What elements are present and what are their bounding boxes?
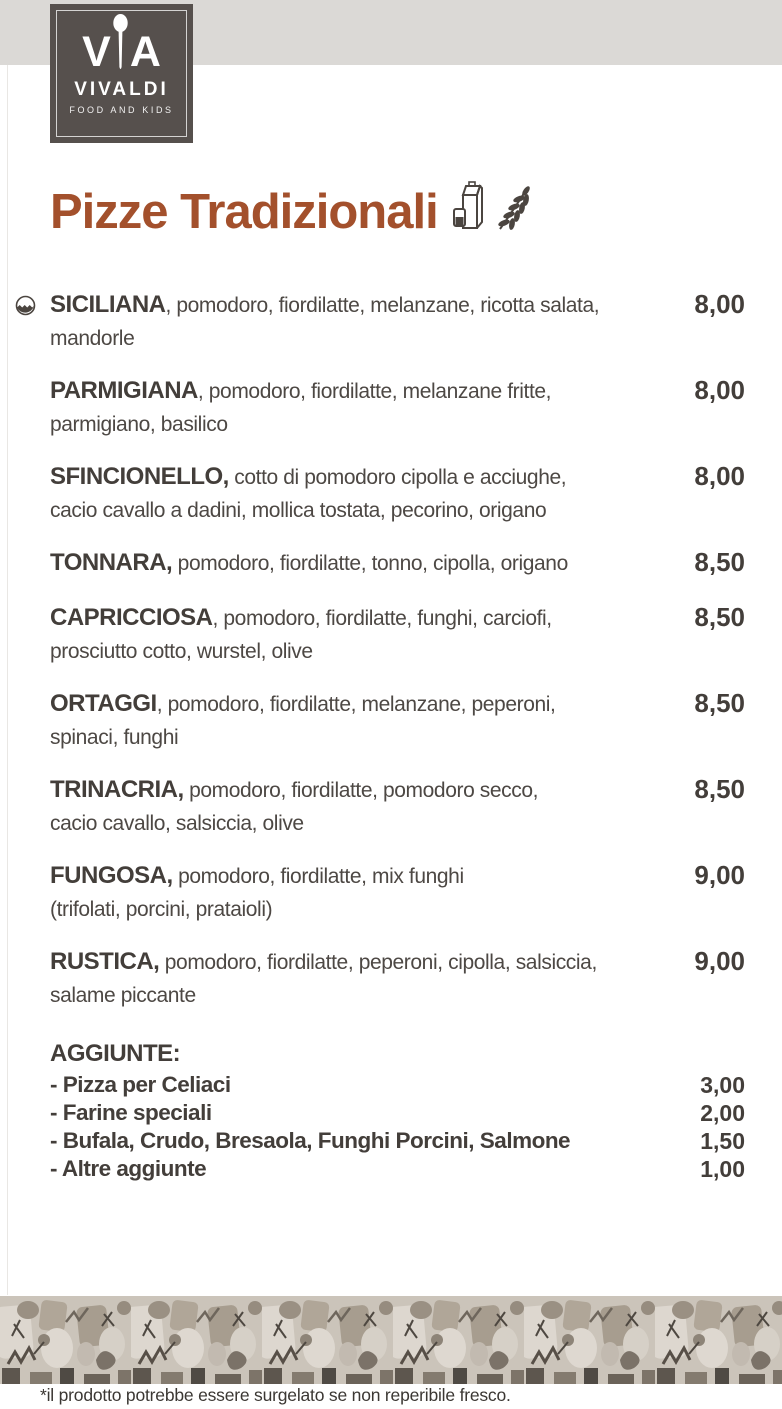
item-name: SFINCIONELLO, (50, 463, 229, 490)
logo-letter-a: A (129, 28, 161, 77)
item-price: 8,00 (694, 375, 745, 405)
logo-content (50, 4, 193, 143)
item-price: 8,50 (694, 602, 745, 632)
menu-item-capricciosa (50, 602, 745, 667)
spoon-icon (111, 14, 130, 72)
item-description-line2: parmigiano, basilico (50, 413, 228, 436)
item-text (50, 774, 667, 839)
aggiunte-heading: AGGIUNTE: (50, 1040, 181, 1067)
milk-carton-icon (451, 181, 489, 236)
menu-item-tonnara (50, 547, 745, 581)
collage-strip (0, 1296, 782, 1384)
item-text (50, 946, 667, 1011)
aggiunte-label: - Pizza per Celiaci (50, 1072, 231, 1097)
item-description-line2: cacio cavallo, salsiccia, olive (50, 812, 304, 835)
aggiunte-label: - Farine speciali (50, 1100, 212, 1125)
item-name: RUSTICA, (50, 948, 160, 975)
menu-item-rustica (50, 946, 745, 1011)
item-price: 9,00 (694, 860, 745, 890)
title-allergen-icons (451, 181, 532, 237)
item-price: 8,50 (694, 774, 745, 804)
aggiunte-row (50, 1071, 745, 1099)
logo-via-row (82, 14, 161, 77)
item-name: TONNARA, (50, 549, 173, 576)
aggiunte-price: 2,00 (700, 1100, 745, 1126)
item-text (50, 688, 667, 753)
aggiunte-label: - Bufala, Crudo, Bresaola, Funghi Porcini, Salmone (50, 1128, 571, 1153)
item-description-line2: (trifolati, porcini, prataioli) (50, 898, 273, 921)
item-description: , pomodoro, fiordilatte, funghi, carciofi, (212, 607, 552, 630)
item-description-line2: spinaci, funghi (50, 726, 179, 749)
menu-item-fungosa (50, 860, 745, 925)
item-name: SICILIANA (50, 291, 166, 318)
item-description: pomodoro, fiordilatte, peperoni, cipolla, salsiccia, (159, 951, 597, 974)
item-description: pomodoro, fiordilatte, tonno, cipolla, origano (172, 552, 568, 575)
item-name: ORTAGGI (50, 690, 157, 717)
item-description-line2: salame piccante (50, 984, 196, 1007)
item-name: TRINACRIA, (50, 776, 184, 803)
aggiunte-row (50, 1127, 745, 1155)
logo-letter-v: V (82, 28, 111, 77)
page-title: Pizze Tradizionali (50, 185, 438, 239)
menu-item-parmigiana (50, 375, 745, 440)
item-text (50, 602, 667, 667)
nut-icon (14, 294, 37, 322)
item-text (50, 860, 667, 925)
item-description: , pomodoro, fiordilatte, melanzane, ricotta salata, (165, 294, 600, 317)
item-description: cotto di pomodoro cipolla e acciughe, (228, 466, 567, 489)
aggiunte-price: 1,00 (700, 1156, 745, 1182)
aggiunte-section (50, 1040, 745, 1183)
item-text (50, 547, 667, 581)
aggiunte-price: 3,00 (700, 1072, 745, 1098)
item-text (50, 289, 667, 354)
item-name: CAPRICCIOSA (50, 604, 213, 631)
item-name: PARMIGIANA (50, 377, 198, 404)
item-price: 8,00 (694, 461, 745, 491)
menu-item-trinacria (50, 774, 745, 839)
item-description-line2: mandorle (50, 327, 135, 350)
aggiunte-row (50, 1099, 745, 1127)
item-price: 8,50 (694, 547, 745, 577)
menu-list (50, 289, 745, 1032)
item-text (50, 375, 667, 440)
aggiunte-price: 1,50 (700, 1128, 745, 1154)
menu-item-sfincionello (50, 461, 745, 526)
frozen-product-note: *il prodotto potrebbe essere surgelato se non reperibile fresco. (40, 1385, 511, 1405)
item-description: pomodoro, fiordilatte, mix funghi (172, 865, 464, 888)
logo-tagline: FOOD AND KIDS (69, 105, 174, 115)
item-name: FUNGOSA, (50, 862, 173, 889)
title-row (50, 181, 532, 237)
item-text (50, 461, 667, 526)
item-description: , pomodoro, fiordilatte, melanzane fritte, (197, 380, 552, 403)
item-description-line2: cacio cavallo a dadini, mollica tostata, pecorino, origano (50, 499, 547, 522)
logo-name: VIVALDI (74, 79, 169, 100)
item-description-line2: prosciutto cotto, wurstel, olive (50, 640, 313, 663)
item-price: 9,00 (694, 946, 745, 976)
item-price: 8,50 (694, 688, 745, 718)
menu-item-ortaggi (50, 688, 745, 753)
aggiunte-row (50, 1155, 745, 1183)
aggiunte-label: - Altre aggiunte (50, 1156, 207, 1181)
menu-item-siciliana (50, 289, 745, 354)
scan-edge-line (7, 65, 8, 1295)
restaurant-logo (50, 4, 193, 143)
item-description: , pomodoro, fiordilatte, melanzane, peperoni, (156, 693, 556, 716)
item-description: pomodoro, fiordilatte, pomodoro secco, (183, 779, 539, 802)
wheat-icon (496, 183, 532, 236)
item-price: 8,00 (694, 289, 745, 319)
